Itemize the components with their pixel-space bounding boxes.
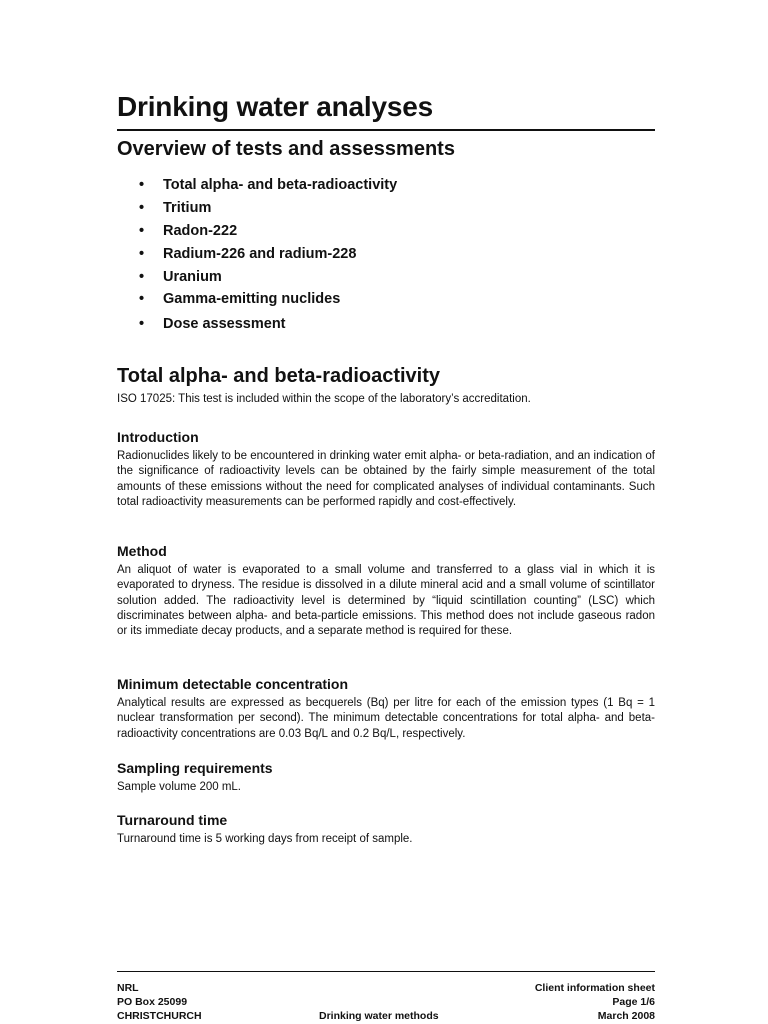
- bullet-icon: •: [139, 316, 145, 332]
- footer-city: CHRISTCHURCH: [117, 1010, 202, 1022]
- footer-sheet-type: Client information sheet: [534, 982, 655, 994]
- footer-page-number: Page 1/6: [612, 996, 655, 1008]
- method-text: An aliquot of water is evaporated to a small volume and transferred to a glass vial in which it is evaporated to dryness. The residue is dissolved in a dilute mineral acid and a small volume of scintillator solution added. The radioactivity level is determined by “liquid scintillation counting” (LSC) which discriminates between alpha- and beta-particle emissions. This method does not include gaseous radon or its immediate decay products, and a separate method is required for these.: [117, 564, 655, 638]
- title-divider: [117, 129, 655, 131]
- sampling-text: Sample volume 200 mL.: [117, 781, 242, 793]
- overview-heading: Overview of tests and assessments: [117, 138, 455, 160]
- list-item-label: Dose assessment: [163, 316, 286, 332]
- mdc-text: Analytical results are expressed as becquerels (Bq) per litre for each of the emission types (1 Bq = 1 nuclear transformation per second). The minimum detectable concentrations for total alpha- and beta-radioactivity concentrations are 0.03 Bq/L and 0.2 Bq/L, respectively.: [117, 697, 655, 740]
- introduction-heading: Introduction: [117, 429, 199, 445]
- document-title: Drinking water analyses: [117, 91, 433, 122]
- page-footer: [117, 971, 655, 1022]
- sampling-heading: Sampling requirements: [117, 760, 273, 776]
- list-item-label: Total alpha- and beta-radioactivity: [163, 177, 398, 193]
- footer-address: PO Box 25099: [117, 996, 188, 1008]
- list-item-label: Uranium: [163, 269, 222, 285]
- introduction-text: Radionuclides likely to be encountered in drinking water emit alpha- or beta-radiation, and an indication of the significance of radioactivity levels can be obtained by the fairly simple measurement of the total amounts of these emissions without the need for complicated analyses of individual contaminants. Such total radioactivity measurements can be performed rapidly and cost-effectively.: [117, 450, 655, 508]
- list-item-label: Radon-222: [163, 223, 238, 239]
- mdc-heading: Minimum detectable concentration: [117, 676, 349, 692]
- bullet-icon: •: [139, 269, 145, 285]
- accreditation-note: ISO 17025: This test is included within the scope of the laboratory’s accreditation.: [117, 393, 531, 405]
- bullet-icon: •: [139, 177, 145, 193]
- list-item-label: Tritium: [163, 200, 212, 216]
- turnaround-heading: Turnaround time: [117, 812, 228, 828]
- bullet-icon: •: [139, 246, 145, 262]
- footer-date: March 2008: [597, 1010, 655, 1022]
- turnaround-text: Turnaround time is 5 working days from receipt of sample.: [117, 833, 413, 845]
- footer-center: Drinking water methods: [319, 1010, 439, 1022]
- section-title: Total alpha- and beta-radioactivity: [117, 365, 441, 387]
- document-page: [117, 0, 655, 1024]
- method-heading: Method: [117, 543, 167, 559]
- bullet-icon: •: [139, 223, 145, 239]
- footer-org: NRL: [117, 982, 139, 994]
- list-item-label: Radium-226 and radium-228: [163, 246, 357, 262]
- list-item-label: Gamma-emitting nuclides: [163, 291, 341, 307]
- bullet-icon: •: [139, 291, 145, 307]
- bullet-icon: •: [139, 200, 145, 216]
